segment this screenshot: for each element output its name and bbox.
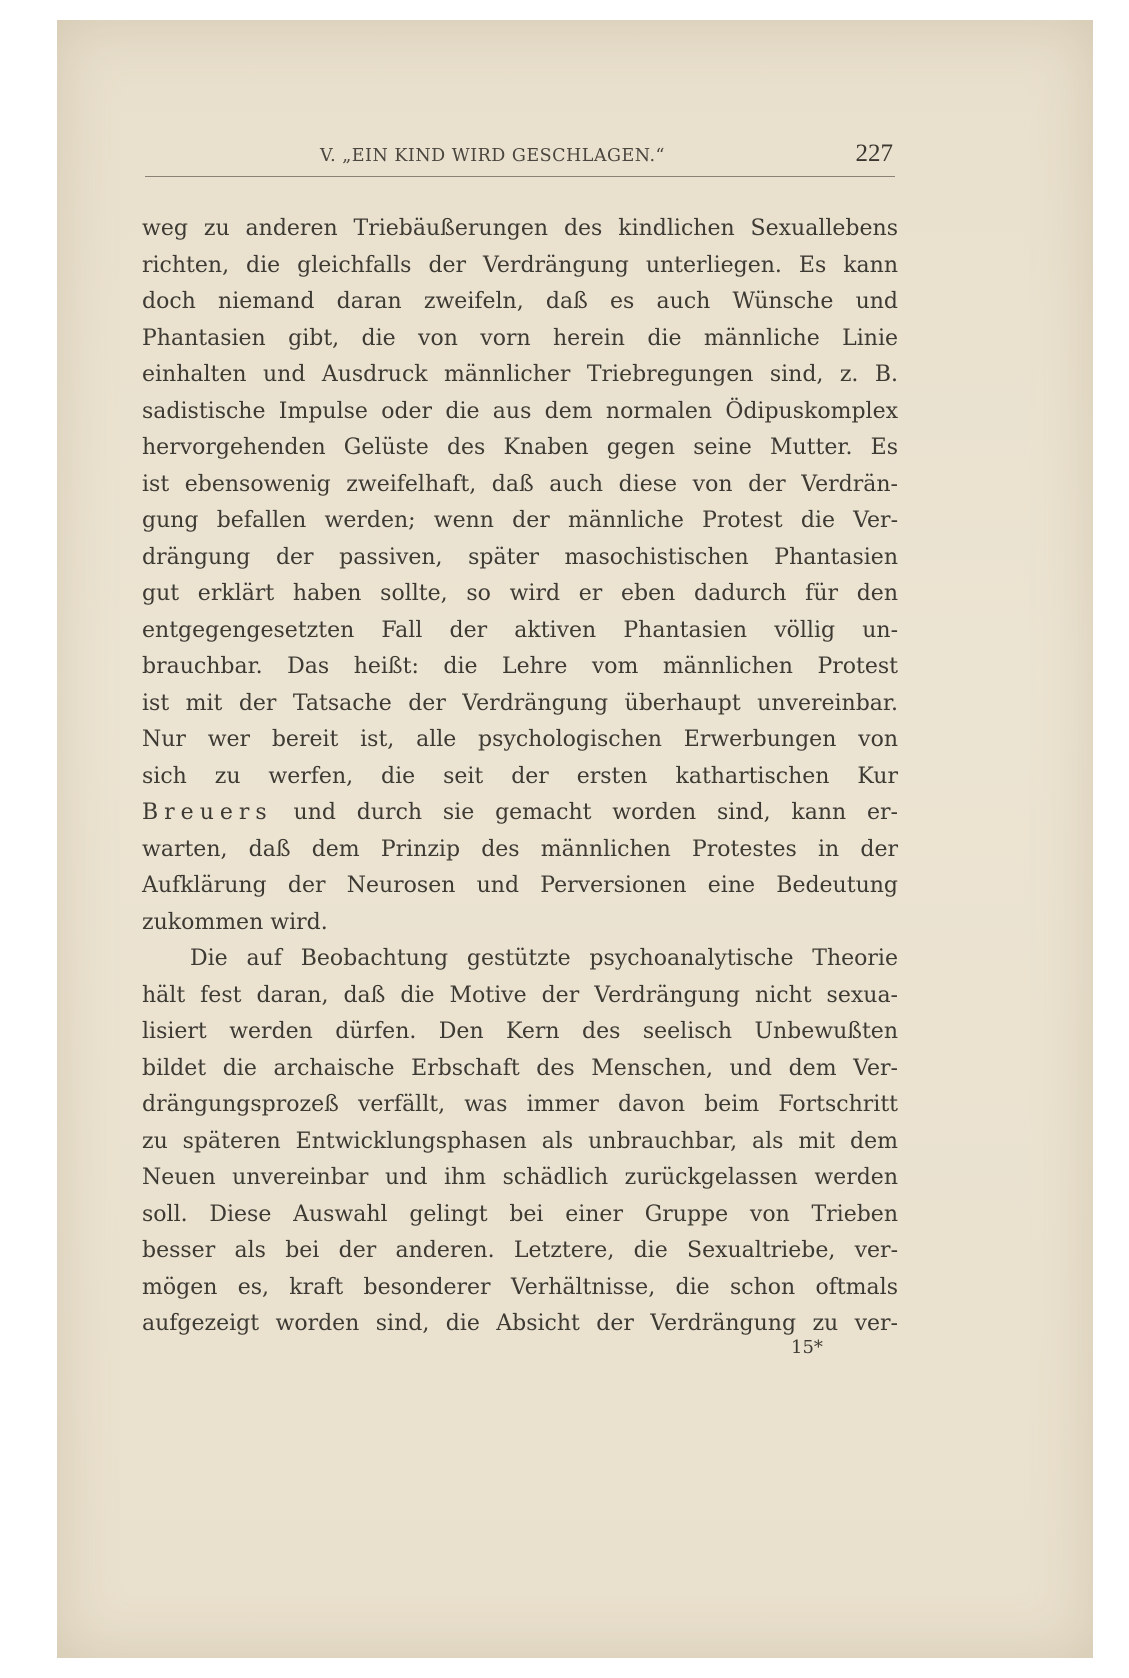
text-line: zu späteren Entwicklungsphasen als unbrauchbar, als mit dem xyxy=(142,1128,898,1154)
text-line: richten, die gleichfalls der Verdrängung unterliegen. Es kann xyxy=(142,252,898,278)
text-line: ist ebensowenig zweifelhaft, daß auch diese von der Verdrän- xyxy=(142,471,898,497)
text-line: Aufklärung der Neurosen und Perversionen eine Bedeutung xyxy=(142,873,898,898)
paragraph-2 xyxy=(142,941,898,1343)
text-line: gung befallen werden; wenn der männliche Protest die Ver- xyxy=(142,508,898,533)
page-header xyxy=(145,140,895,177)
text-line: drängung der passiven, später masochistischen Phantasien xyxy=(142,544,898,570)
text-line: ist mit der Tatsache der Verdrängung überhaupt unvereinbar. xyxy=(142,690,898,716)
text-line: besser als bei der anderen. Letztere, die Sexualtriebe, ver- xyxy=(142,1238,898,1263)
text-fragment: und durch sie gemacht worden sind, kann er- xyxy=(293,800,898,825)
paragraph-first-line: Die auf Beobachtung gestützte psychoanalytische Theorie xyxy=(190,946,898,971)
text-line: hält fest daran, daß die Motive der Verdrängung nicht sexua- xyxy=(142,982,898,1008)
text-line: aufgezeigt worden sind, die Absicht der Verdrängung zu ver- xyxy=(142,1311,898,1336)
text-line: bildet die archaische Erbschaft des Menschen, und dem Ver- xyxy=(142,1055,898,1081)
text-line: mögen es, kraft besonderer Verhältnisse, die schon oftmals xyxy=(142,1274,898,1300)
text-line: hervorgehenden Gelüste des Knaben gegen seine Mutter. Es xyxy=(142,435,898,460)
paragraph-1 xyxy=(142,211,898,941)
text-line: Nur wer bereit ist, alle psychologischen Erwerbungen von xyxy=(142,727,898,752)
running-head: V. „EIN KIND WIRD GESCHLAGEN.“ xyxy=(320,146,666,166)
text-line: entgegengesetzten Fall der aktiven Phantasien völlig un- xyxy=(142,617,898,643)
text-line: soll. Diese Auswahl gelingt bei einer Gruppe von Trieben xyxy=(142,1201,898,1227)
text-line: weg zu anderen Triebäußerungen des kindlichen Sexuallebens xyxy=(142,216,898,241)
text-line: sich zu werfen, die seit der ersten kathartischen Kur xyxy=(142,763,898,789)
text-line: brauchbar. Das heißt: die Lehre vom männlichen Protest xyxy=(142,654,898,679)
page-number: 227 xyxy=(855,140,893,167)
text-line: lisiert werden dürfen. Den Kern des seelisch Unbewußten xyxy=(142,1019,898,1044)
text-line: gut erklärt haben sollte, so wird er eben dadurch für den xyxy=(142,581,898,606)
text-line: drängungsprozeß verfällt, was immer davon beim Fortschritt xyxy=(142,1092,898,1117)
text-line: Neuen unvereinbar und ihm schädlich zurückgelassen werden xyxy=(142,1165,898,1190)
text-line: Phantasien gibt, die von vorn herein die männliche Linie xyxy=(142,325,898,351)
text-line: einhalten und Ausdruck männlicher Triebregungen sind, z. B. xyxy=(142,362,898,387)
spaced-name-breuers: Breuers xyxy=(142,800,273,825)
text-line: sadistische Impulse oder die aus dem normalen Ödipuskomplex xyxy=(142,398,898,424)
text-line-breuer xyxy=(142,795,898,832)
text-line: warten, daß dem Prinzip des männlichen Protestes in der xyxy=(142,836,898,862)
signature-mark: 15* xyxy=(791,1337,823,1358)
text-line: doch niemand daran zweifeln, daß es auch Wünsche und xyxy=(142,289,898,314)
paragraph-last-line: zukommen wird. xyxy=(142,909,328,935)
body-text xyxy=(142,211,898,1343)
